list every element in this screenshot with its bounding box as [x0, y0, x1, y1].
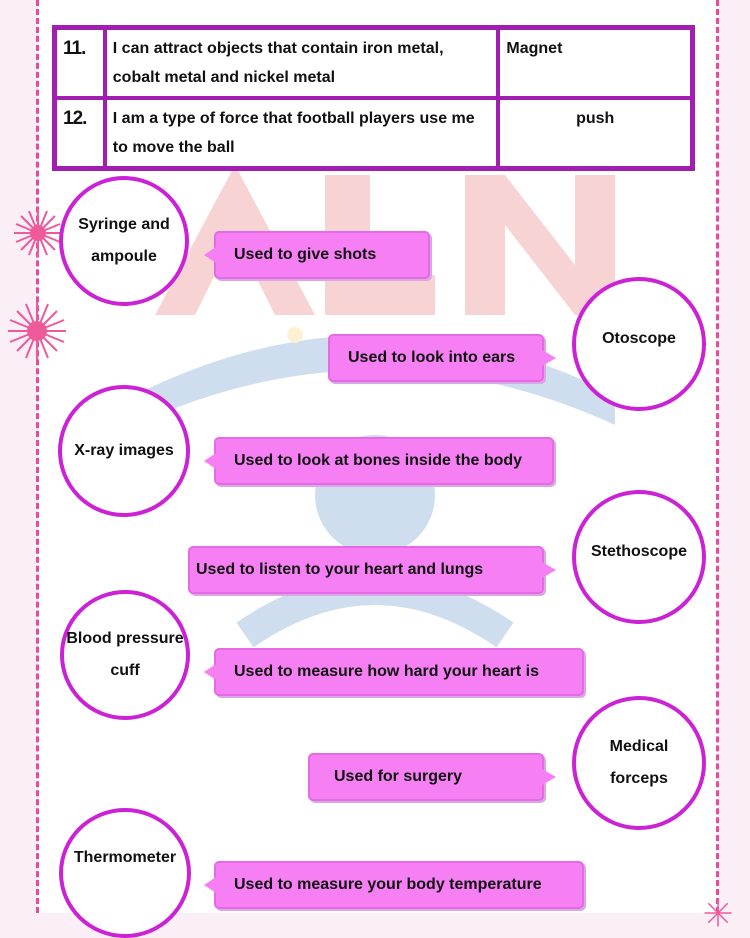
table-row [55, 98, 692, 168]
question-number: 11. [55, 28, 105, 98]
answer-text: Magnet [498, 28, 692, 98]
use-label: Used to measure your body temperature [234, 876, 542, 893]
question-text: I can attract objects that contain iron metal, cobalt metal and nickel metal [105, 28, 499, 98]
use-label: Used to measure how hard your heart is [234, 663, 539, 680]
tool-circle-blood-pressure-cuff [60, 590, 190, 720]
tool-circle-xray [58, 385, 190, 517]
use-bubble-body-temperature [214, 861, 584, 909]
tool-circle-syringe [59, 176, 189, 306]
question-table [52, 25, 695, 171]
question-number: 12. [55, 98, 105, 168]
pink-burst-icon [12, 207, 64, 259]
pink-burst-icon [6, 300, 68, 362]
tool-label: Stethoscope [590, 543, 687, 560]
answer-text: push [498, 98, 692, 168]
table-row [55, 28, 692, 98]
tool-circle-otoscope [572, 277, 706, 411]
right-dashed-border [716, 0, 719, 913]
question-text: I am a type of force that football players use me to move the ball [105, 98, 499, 168]
tool-label: Syringe and ampoule [78, 216, 170, 265]
use-label: Used to give shots [234, 246, 377, 263]
tool-label: Blood pressure cuff [66, 630, 184, 679]
use-label: Used for surgery [334, 768, 463, 785]
use-bubble-give-shots [214, 231, 430, 279]
left-dashed-border [36, 0, 39, 913]
tool-label: X-ray images [74, 442, 174, 459]
use-bubble-look-into-ears [328, 334, 544, 382]
tool-label: Otoscope [602, 330, 676, 347]
tool-circle-medical-forceps [572, 696, 706, 830]
use-bubble-listen-heart-lungs [188, 546, 544, 594]
tool-label: Medical forceps [609, 738, 669, 787]
use-label: Used to look at bones inside the body [234, 452, 523, 469]
use-label: Used to listen to your heart and lungs [196, 561, 484, 578]
use-bubble-measure-heart [214, 648, 584, 696]
tool-circle-thermometer [59, 808, 191, 938]
tool-circle-stethoscope [572, 490, 706, 624]
use-label: Used to look into ears [348, 349, 516, 366]
pink-burst-icon [698, 898, 738, 928]
use-bubble-surgery [308, 753, 544, 801]
tool-label: Thermometer [73, 849, 177, 866]
use-bubble-look-at-bones [214, 437, 554, 485]
